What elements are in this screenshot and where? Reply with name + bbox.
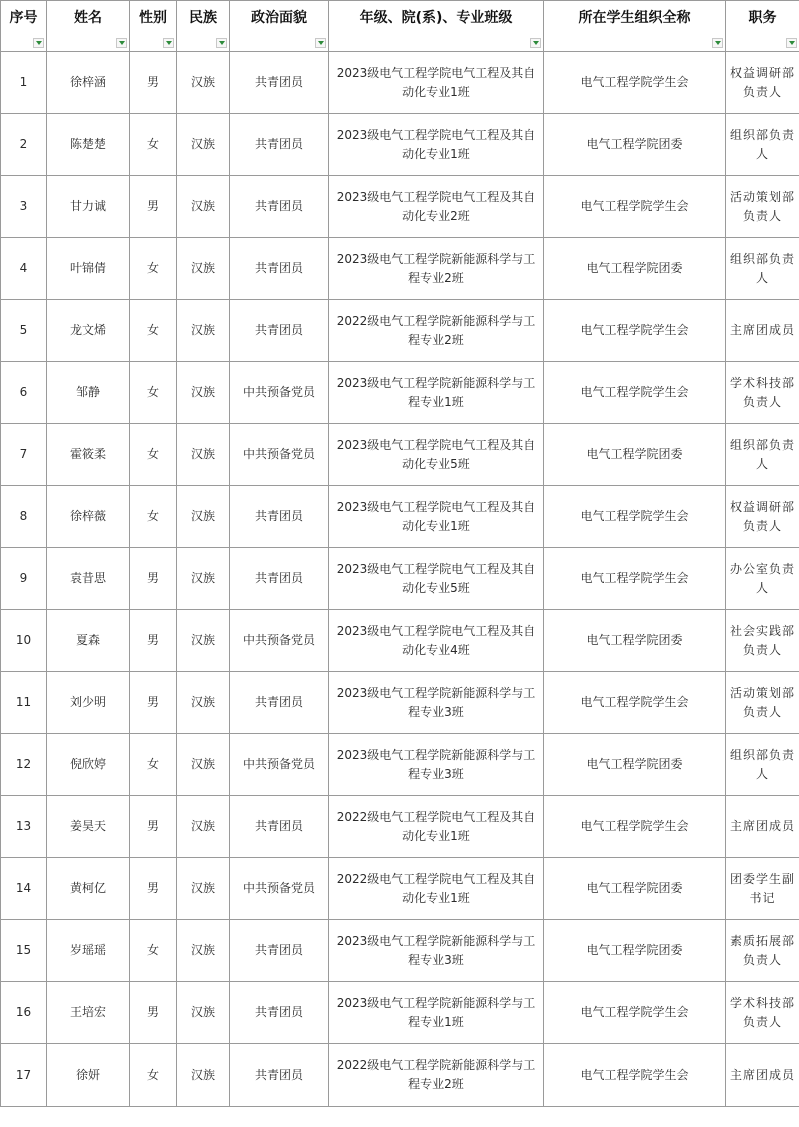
cell-gender: 女 — [130, 920, 177, 982]
cell-organization: 电气工程学院学生会 — [544, 548, 726, 610]
table-row — [1, 796, 799, 858]
cell-class: 2023级电气工程学院电气工程及其自动化专业5班 — [329, 548, 544, 610]
cell-position: 权益调研部负责人 — [726, 52, 799, 114]
cell-class: 2023级电气工程学院电气工程及其自动化专业4班 — [329, 610, 544, 672]
cell-political-status: 中共预备党员 — [230, 858, 329, 920]
cell-political-status: 共青团员 — [230, 796, 329, 858]
cell-class: 2023级电气工程学院新能源科学与工程专业3班 — [329, 920, 544, 982]
cell-ethnicity: 汉族 — [177, 982, 230, 1044]
cell-index: 9 — [1, 548, 47, 610]
cell-index: 11 — [1, 672, 47, 734]
cell-class: 2023级电气工程学院新能源科学与工程专业1班 — [329, 362, 544, 424]
cell-name: 霍筱柔 — [47, 424, 130, 486]
cell-organization: 电气工程学院学生会 — [544, 300, 726, 362]
cell-class: 2022级电气工程学院电气工程及其自动化专业1班 — [329, 858, 544, 920]
table-row — [1, 548, 799, 610]
col-header-position — [726, 1, 799, 52]
cell-political-status: 共青团员 — [230, 238, 329, 300]
cell-ethnicity: 汉族 — [177, 610, 230, 672]
cell-organization: 电气工程学院学生会 — [544, 796, 726, 858]
cell-position: 团委学生副书记 — [726, 858, 799, 920]
cell-name: 甘力诚 — [47, 176, 130, 238]
cell-position: 办公室负责人 — [726, 548, 799, 610]
cell-index: 16 — [1, 982, 47, 1044]
cell-political-status: 共青团员 — [230, 672, 329, 734]
cell-organization: 电气工程学院学生会 — [544, 1044, 726, 1107]
column-label: 序号 — [9, 10, 38, 26]
cell-class: 2023级电气工程学院电气工程及其自动化专业1班 — [329, 114, 544, 176]
cell-gender: 女 — [130, 424, 177, 486]
cell-index: 17 — [1, 1044, 47, 1107]
cell-class: 2023级电气工程学院电气工程及其自动化专业1班 — [329, 52, 544, 114]
table-body — [1, 52, 799, 1107]
cell-class: 2023级电气工程学院新能源科学与工程专业3班 — [329, 734, 544, 796]
col-header-index — [1, 1, 47, 52]
cell-name: 徐妍 — [47, 1044, 130, 1107]
cell-gender: 女 — [130, 238, 177, 300]
cell-gender: 女 — [130, 362, 177, 424]
cell-political-status: 共青团员 — [230, 548, 329, 610]
filter-dropdown-icon[interactable] — [786, 38, 797, 48]
cell-index: 3 — [1, 176, 47, 238]
table-row — [1, 1044, 799, 1107]
cell-gender: 女 — [130, 734, 177, 796]
col-header-organization — [544, 1, 726, 52]
cell-name: 袁昔思 — [47, 548, 130, 610]
table-row — [1, 858, 799, 920]
cell-index: 8 — [1, 486, 47, 548]
cell-position: 社会实践部负责人 — [726, 610, 799, 672]
cell-organization: 电气工程学院学生会 — [544, 486, 726, 548]
cell-political-status: 共青团员 — [230, 300, 329, 362]
cell-name: 夏森 — [47, 610, 130, 672]
cell-ethnicity: 汉族 — [177, 672, 230, 734]
cell-political-status: 中共预备党员 — [230, 362, 329, 424]
filter-dropdown-icon[interactable] — [530, 38, 541, 48]
table-row — [1, 920, 799, 982]
column-label: 民族 — [189, 10, 217, 26]
filter-dropdown-icon[interactable] — [712, 38, 723, 48]
cell-class: 2023级电气工程学院电气工程及其自动化专业2班 — [329, 176, 544, 238]
cell-political-status: 共青团员 — [230, 486, 329, 548]
cell-name: 姜昊天 — [47, 796, 130, 858]
cell-position: 活动策划部负责人 — [726, 672, 799, 734]
cell-gender: 男 — [130, 52, 177, 114]
cell-gender: 男 — [130, 176, 177, 238]
table-row — [1, 486, 799, 548]
table-row — [1, 300, 799, 362]
cell-ethnicity: 汉族 — [177, 486, 230, 548]
table-row — [1, 114, 799, 176]
table-row — [1, 982, 799, 1044]
cell-name: 徐梓薇 — [47, 486, 130, 548]
cell-class: 2023级电气工程学院新能源科学与工程专业2班 — [329, 238, 544, 300]
cell-ethnicity: 汉族 — [177, 548, 230, 610]
cell-organization: 电气工程学院团委 — [544, 858, 726, 920]
filter-dropdown-icon[interactable] — [315, 38, 326, 48]
table-row — [1, 362, 799, 424]
cell-name: 倪欣婷 — [47, 734, 130, 796]
cell-organization: 电气工程学院团委 — [544, 734, 726, 796]
cell-name: 黄柯亿 — [47, 858, 130, 920]
cell-name: 叶锦倩 — [47, 238, 130, 300]
cell-organization: 电气工程学院学生会 — [544, 52, 726, 114]
cell-class: 2022级电气工程学院新能源科学与工程专业2班 — [329, 300, 544, 362]
cell-gender: 男 — [130, 610, 177, 672]
cell-gender: 女 — [130, 114, 177, 176]
cell-position: 主席团成员 — [726, 796, 799, 858]
cell-ethnicity: 汉族 — [177, 424, 230, 486]
cell-organization: 电气工程学院团委 — [544, 424, 726, 486]
cell-gender: 女 — [130, 1044, 177, 1107]
cell-index: 14 — [1, 858, 47, 920]
cell-organization: 电气工程学院学生会 — [544, 672, 726, 734]
cell-index: 2 — [1, 114, 47, 176]
filter-dropdown-icon[interactable] — [216, 38, 227, 48]
cell-ethnicity: 汉族 — [177, 858, 230, 920]
cell-gender: 男 — [130, 982, 177, 1044]
cell-gender: 女 — [130, 300, 177, 362]
col-header-gender — [130, 1, 177, 52]
col-header-political-status — [230, 1, 329, 52]
cell-gender: 女 — [130, 486, 177, 548]
cell-political-status: 共青团员 — [230, 982, 329, 1044]
cell-index: 1 — [1, 52, 47, 114]
table-row — [1, 734, 799, 796]
cell-political-status: 中共预备党员 — [230, 610, 329, 672]
cell-index: 6 — [1, 362, 47, 424]
cell-name: 邹静 — [47, 362, 130, 424]
cell-position: 学术科技部负责人 — [726, 362, 799, 424]
column-label: 政治面貌 — [251, 10, 307, 26]
col-header-class — [329, 1, 544, 52]
column-label: 所在学生组织全称 — [578, 10, 691, 26]
cell-name: 陈楚楚 — [47, 114, 130, 176]
cell-position: 组织部负责人 — [726, 424, 799, 486]
column-label: 年级、院(系)、专业班级 — [359, 10, 513, 26]
cell-organization: 电气工程学院学生会 — [544, 982, 726, 1044]
cell-index: 10 — [1, 610, 47, 672]
cell-position: 组织部负责人 — [726, 238, 799, 300]
cell-name: 岁瑶瑶 — [47, 920, 130, 982]
cell-political-status: 共青团员 — [230, 920, 329, 982]
cell-ethnicity: 汉族 — [177, 734, 230, 796]
cell-index: 5 — [1, 300, 47, 362]
cell-position: 主席团成员 — [726, 1044, 799, 1107]
cell-ethnicity: 汉族 — [177, 300, 230, 362]
table-row — [1, 176, 799, 238]
cell-position: 学术科技部负责人 — [726, 982, 799, 1044]
cell-ethnicity: 汉族 — [177, 176, 230, 238]
table-row — [1, 238, 799, 300]
cell-index: 12 — [1, 734, 47, 796]
cell-name: 王培宏 — [47, 982, 130, 1044]
cell-organization: 电气工程学院团委 — [544, 920, 726, 982]
col-header-ethnicity — [177, 1, 230, 52]
cell-organization: 电气工程学院团委 — [544, 610, 726, 672]
cell-ethnicity: 汉族 — [177, 114, 230, 176]
cell-index: 7 — [1, 424, 47, 486]
cell-position: 组织部负责人 — [726, 114, 799, 176]
filter-dropdown-icon[interactable] — [33, 38, 44, 48]
cell-gender: 男 — [130, 796, 177, 858]
cell-position: 权益调研部负责人 — [726, 486, 799, 548]
cell-class: 2023级电气工程学院新能源科学与工程专业3班 — [329, 672, 544, 734]
cell-ethnicity: 汉族 — [177, 238, 230, 300]
cell-gender: 男 — [130, 548, 177, 610]
cell-political-status: 中共预备党员 — [230, 424, 329, 486]
filter-dropdown-icon[interactable] — [116, 38, 127, 48]
cell-organization: 电气工程学院团委 — [544, 114, 726, 176]
col-header-name — [47, 1, 130, 52]
cell-position: 组织部负责人 — [726, 734, 799, 796]
table-row — [1, 672, 799, 734]
header-row — [1, 1, 799, 52]
cell-index: 13 — [1, 796, 47, 858]
cell-ethnicity: 汉族 — [177, 920, 230, 982]
cell-position: 素质拓展部负责人 — [726, 920, 799, 982]
cell-position: 活动策划部负责人 — [726, 176, 799, 238]
cell-index: 15 — [1, 920, 47, 982]
cell-gender: 男 — [130, 858, 177, 920]
cell-name: 徐梓涵 — [47, 52, 130, 114]
table-row — [1, 424, 799, 486]
cell-ethnicity: 汉族 — [177, 1044, 230, 1107]
cell-gender: 男 — [130, 672, 177, 734]
column-label: 职务 — [748, 10, 777, 26]
cell-organization: 电气工程学院团委 — [544, 238, 726, 300]
cell-ethnicity: 汉族 — [177, 52, 230, 114]
cell-political-status: 中共预备党员 — [230, 734, 329, 796]
cell-name: 刘少明 — [47, 672, 130, 734]
table-row — [1, 52, 799, 114]
cell-political-status: 共青团员 — [230, 1044, 329, 1107]
cell-ethnicity: 汉族 — [177, 362, 230, 424]
cell-class: 2023级电气工程学院电气工程及其自动化专业1班 — [329, 486, 544, 548]
cell-political-status: 共青团员 — [230, 52, 329, 114]
cell-political-status: 共青团员 — [230, 114, 329, 176]
cell-organization: 电气工程学院学生会 — [544, 176, 726, 238]
cell-index: 4 — [1, 238, 47, 300]
column-label: 性别 — [139, 10, 167, 26]
cell-class: 2023级电气工程学院新能源科学与工程专业1班 — [329, 982, 544, 1044]
cell-organization: 电气工程学院学生会 — [544, 362, 726, 424]
cell-name: 龙文烯 — [47, 300, 130, 362]
column-label: 姓名 — [74, 10, 102, 26]
cell-ethnicity: 汉族 — [177, 796, 230, 858]
cell-political-status: 共青团员 — [230, 176, 329, 238]
cell-class: 2022级电气工程学院电气工程及其自动化专业1班 — [329, 796, 544, 858]
table-row — [1, 610, 799, 672]
cell-class: 2022级电气工程学院新能源科学与工程专业2班 — [329, 1044, 544, 1107]
cell-class: 2023级电气工程学院电气工程及其自动化专业5班 — [329, 424, 544, 486]
cell-position: 主席团成员 — [726, 300, 799, 362]
filter-dropdown-icon[interactable] — [163, 38, 174, 48]
